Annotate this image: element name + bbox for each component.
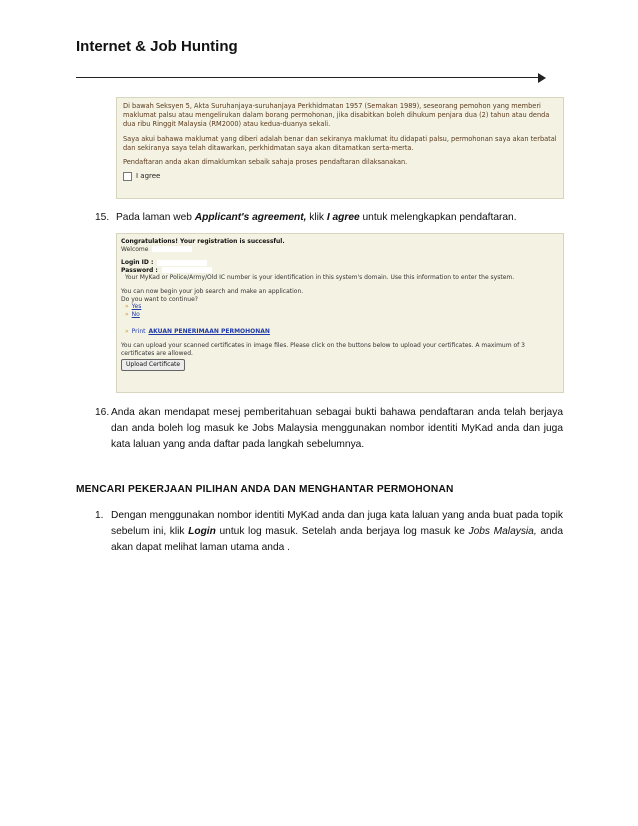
- step-15-number: 15.: [95, 212, 110, 223]
- step-15: [95, 210, 575, 226]
- id-note: Your MyKad or Police/Army/Old IC number is your identification in this system's domain. Use this information to enter the system.: [125, 274, 515, 282]
- print-prefix: Print: [131, 328, 146, 336]
- login-id-label: Login ID :: [121, 259, 154, 267]
- step-16-text: Anda akan mendapat mesej pemberitahuan sebagai bukti bahawa pendaftaran anda telah berjaya dan anda boleh log masuk ke Jobs Malaysia menggunakan nombor identiti MyKad anda dan juga kata laluan yang anda daftar pada langkah sebelumnya.: [111, 407, 563, 450]
- login-id-masked: [157, 260, 207, 266]
- upload-certificate-button[interactable]: Upload Certificate: [121, 359, 185, 371]
- continue-question: Do you want to continue?: [121, 295, 198, 303]
- no-link[interactable]: No: [131, 310, 140, 318]
- upload-note: You can upload your scanned certificates in image files. Please click on the buttons below to upload your certificates. A maximum of 3 certificates are allowed.: [121, 341, 525, 357]
- welcome-name-masked: [152, 246, 192, 252]
- step-16-number: 16.: [95, 407, 110, 418]
- step-1-text-b: Login: [188, 526, 216, 537]
- agreement-paragraph-1: Di bawah Seksyen 5, Akta Suruhanjaya-suruhanjaya Perkhidmatan 1957 (Semakan 1989), seseorang pemohon yang memberi maklumat palsu atau mengelirukan dalam borang permohonan, jika disabitkan boleh dihukum penjara dua (2) tahun atau denda dua ribu Ringgit Malaysia (RM2000) atau kedua-duanya sekali.: [123, 102, 550, 129]
- document-title: Internet & Job Hunting: [76, 38, 238, 55]
- step-1-text-e: anda akan dapat melihat laman utama anda .: [111, 526, 563, 553]
- step-1-number: 1.: [95, 510, 104, 521]
- congrats-message: Congratulations! Your registration is successful.: [121, 238, 285, 245]
- step-16: [95, 405, 563, 453]
- password-label: Password :: [121, 266, 158, 274]
- agreement-paragraph-2: Saya akui bahawa maklumat yang diberi adalah benar dan sekiranya maklumat itu didapati palsu, permohonan saya akan terbatal dan sekiranya saya telah ditawarkan, perkhidmatan saya akan ditamatkan serta-merta.: [123, 134, 557, 152]
- password-masked: [162, 267, 212, 273]
- agreement-paragraph-3: Pendaftaran anda akan dimaklumkan sebaik sahaja proses pendaftaran dilaksanakan.: [123, 158, 408, 167]
- registration-screenshot: [116, 233, 564, 393]
- agree-checkbox[interactable]: [123, 172, 132, 181]
- print-link-row[interactable]: [121, 328, 559, 336]
- step-1-text-a: Dengan menggunakan nombor identiti MyKad anda dan juga kata laluan yang anda buat pada topik sebelum ini, klik: [111, 510, 563, 537]
- arrow-bullet-icon: »: [125, 303, 129, 311]
- print-acknowledgement-link[interactable]: AKUAN PENERIMAAN PERMOHONAN: [148, 328, 270, 336]
- arrow-bullet-icon: »: [125, 310, 129, 318]
- yes-link[interactable]: Yes: [131, 303, 142, 311]
- step-15-text-b: Applicant's agreement,: [194, 212, 307, 223]
- no-link-row[interactable]: [121, 311, 559, 319]
- step-15-text-d: I agree: [326, 212, 360, 223]
- section-title: MENCARI PEKERJAAN PILIHAN ANDA DAN MENGHANTAR PERMOHONAN: [76, 484, 454, 495]
- step-15-text-e: untuk melengkapkan pendaftaran.: [359, 212, 517, 223]
- arrow-bullet-icon: »: [125, 328, 129, 336]
- agreement-screenshot: [116, 97, 564, 199]
- agree-checkbox-label: I agree: [136, 172, 161, 181]
- arrow-head-icon: [538, 73, 546, 83]
- welcome-label: Welcome: [121, 245, 149, 253]
- yes-link-row[interactable]: [121, 303, 559, 311]
- step-15-text-a: Pada laman web: [116, 212, 195, 223]
- step-1-text-c: untuk log masuk. Setelah anda berjaya log masuk ke: [215, 526, 469, 537]
- header-arrow-line: [76, 77, 538, 78]
- agree-checkbox-row[interactable]: [123, 172, 557, 181]
- begin-search-text: You can now begin your job search and make an application.: [121, 287, 304, 295]
- step-1-text-d: Jobs Malaysia,: [468, 526, 537, 537]
- step-15-text-c: klik: [306, 212, 327, 223]
- step-1: [95, 508, 563, 556]
